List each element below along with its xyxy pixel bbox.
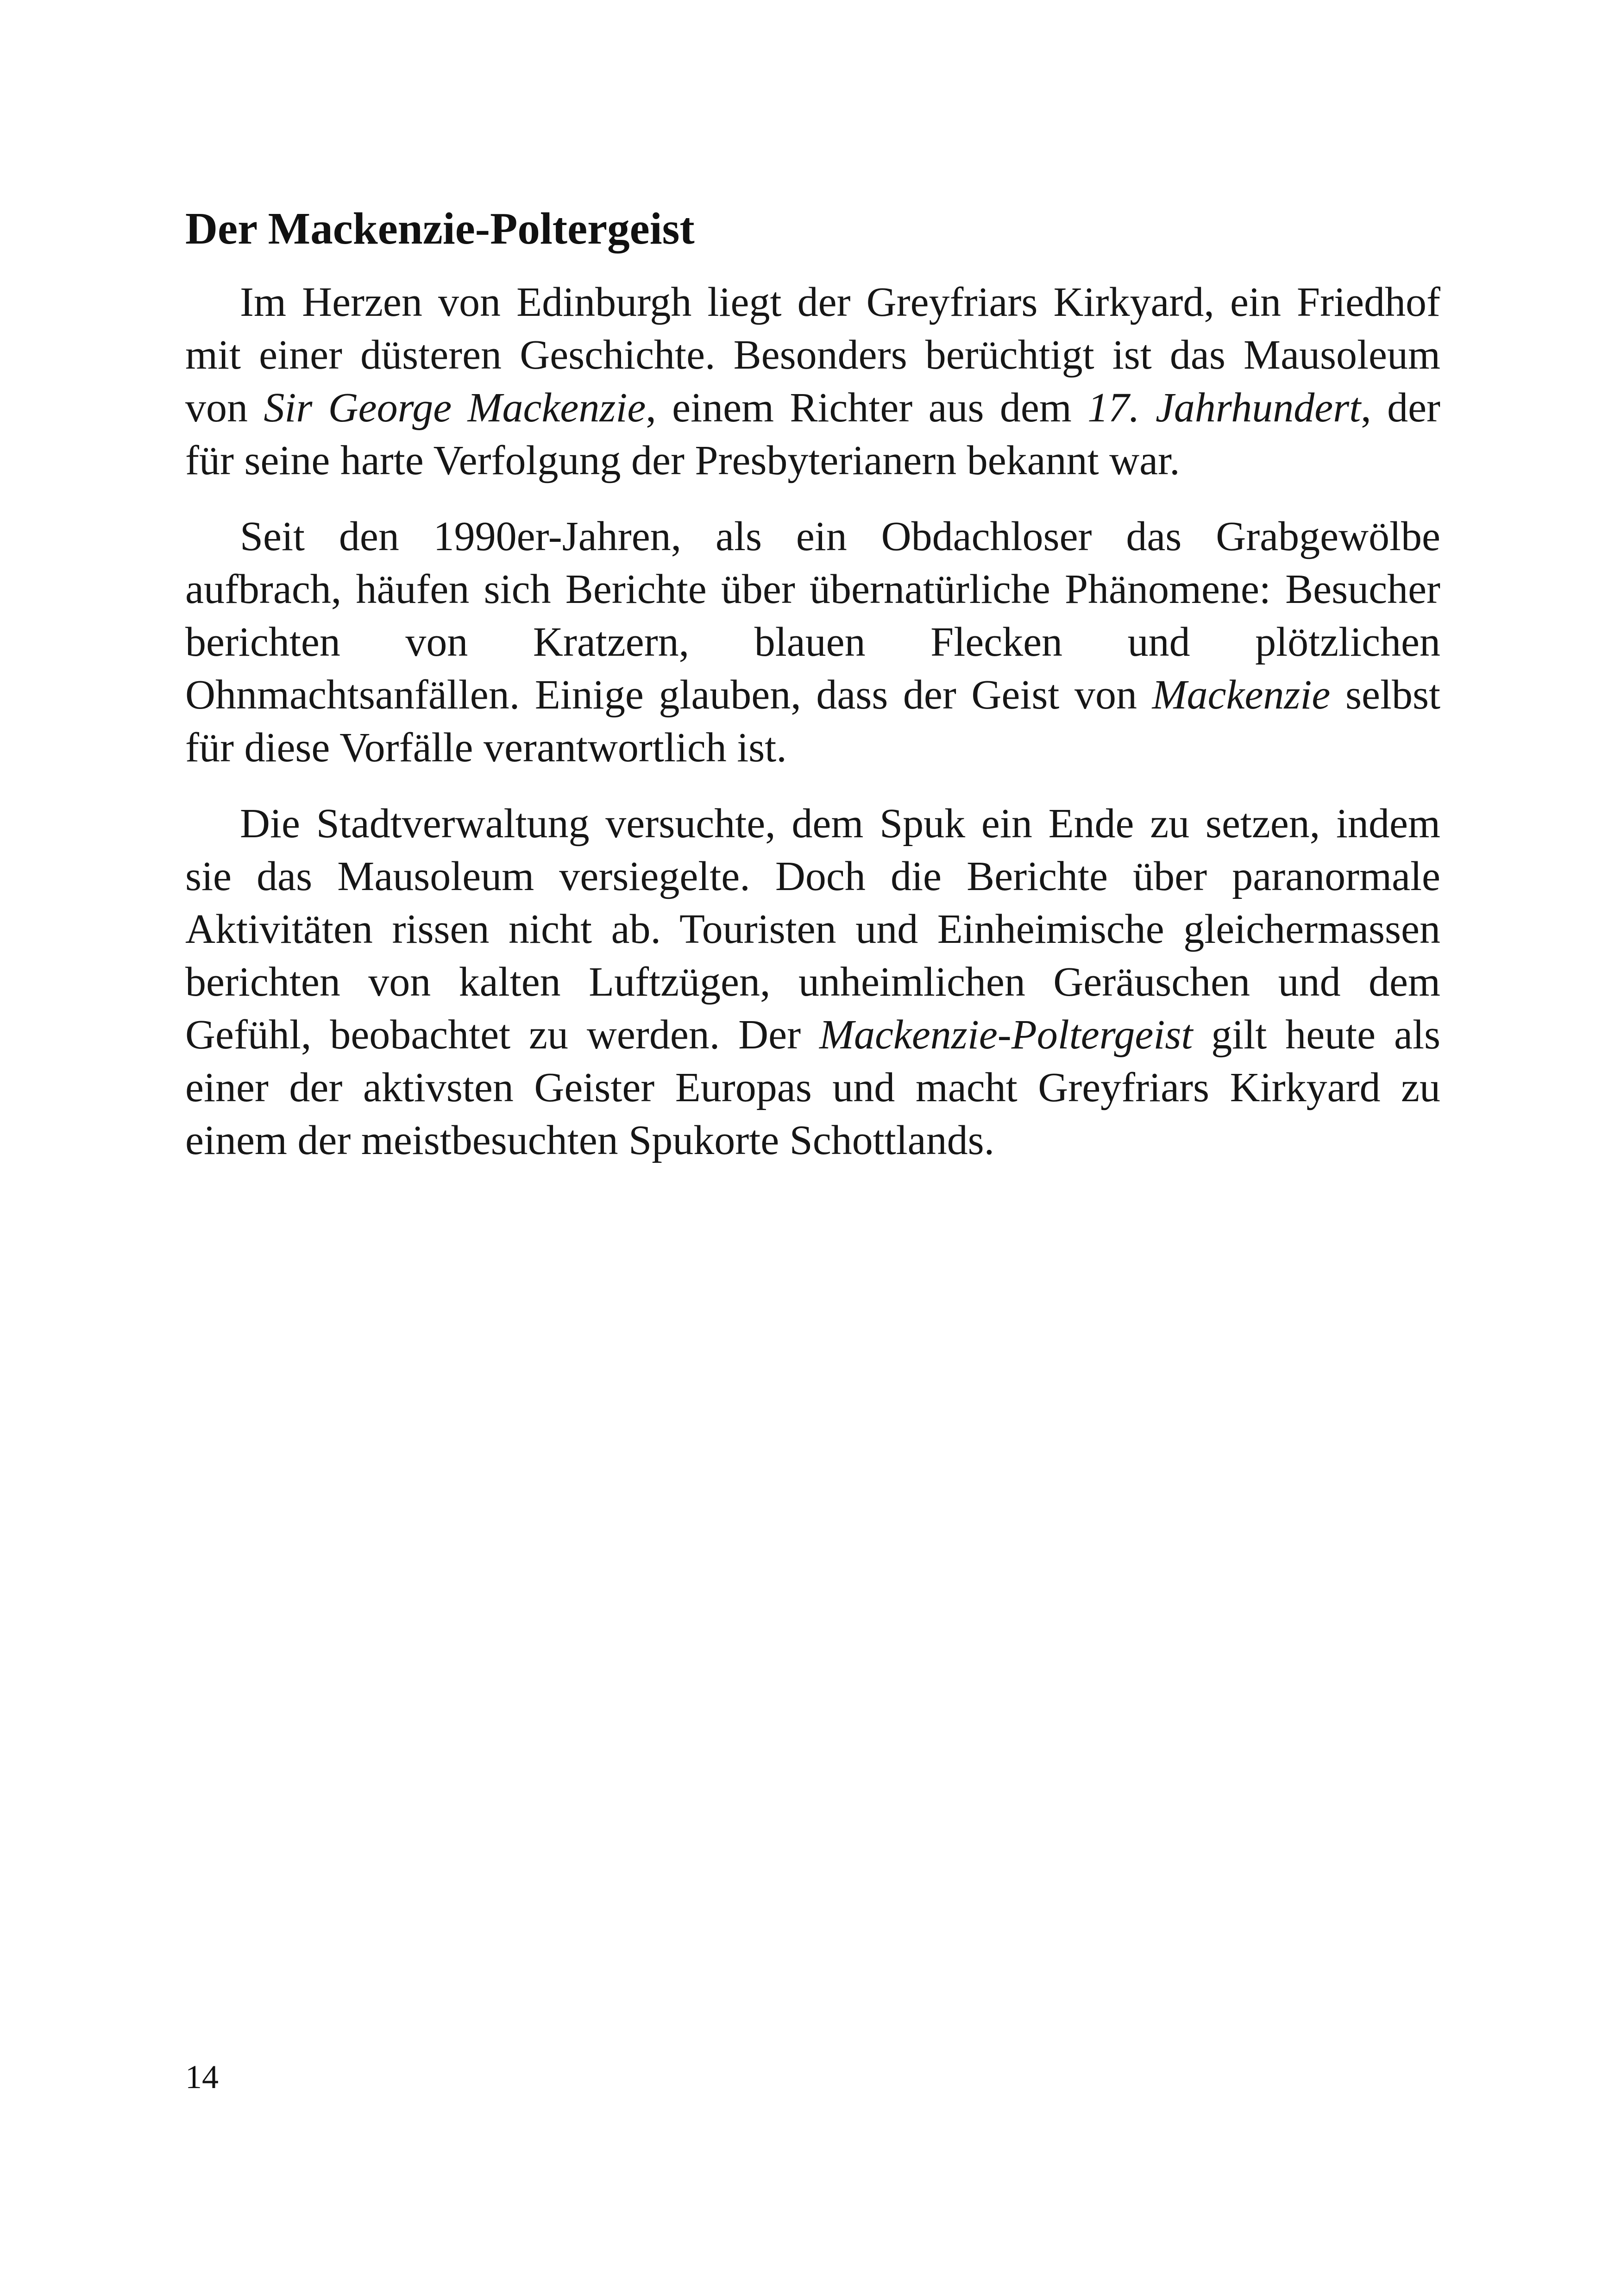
- paragraph-text: selbst für diese Vorfälle verantwortlich ist.: [185, 672, 1440, 771]
- italic-century: 17. Jahrhundert: [1087, 385, 1361, 431]
- italic-title: Mackenzie-Poltergeist: [819, 1012, 1193, 1058]
- page-number: 14: [185, 2058, 219, 2095]
- italic-name: Sir George Mackenzie: [264, 385, 646, 431]
- paragraph-1: [185, 276, 1440, 487]
- italic-name: Mackenzie: [1152, 672, 1331, 718]
- paragraph-text: gilt heute als einer der aktivsten Geister Europas und macht Greyfriars Kirkyard zu einem der meistbesuchten Spukorte Schottlands.: [185, 1012, 1440, 1163]
- paragraph-3: [185, 797, 1440, 1167]
- paragraph-2: [185, 510, 1440, 774]
- section-heading: Der Mackenzie-Poltergeist: [185, 204, 695, 253]
- paragraph-text: Seit den 1990er-Jahren, als ein Obdachloser das Grabgewölbe aufbrach, häufen sich Berichte über übernatürliche Phänomene: Besucher berichten von Kratzern, blauen Flecken und plötzlichen Ohnmachtsanfällen. Einige glauben, dass der Geist von: [185, 514, 1440, 718]
- paragraph-text: , der für seine harte Verfolgung der Presbyterianern bekannt war.: [185, 385, 1440, 483]
- page-content: [185, 199, 1440, 1190]
- paragraph-text: Im Herzen von Edinburgh liegt der Greyfriars Kirkyard, ein Friedhof mit einer düsteren Geschichte. Besonders berüchtigt ist das Mausoleum von: [185, 279, 1440, 431]
- paragraph-text: , einem Richter aus dem: [646, 385, 1088, 431]
- paragraph-text: Die Stadtverwaltung versuchte, dem Spuk ein Ende zu setzen, indem sie das Mausoleum versiegelte. Doch die Berichte über paranormale Aktivitäten rissen nicht ab. Touristen und Einheimische gleichermassen berichten von kalten Luftzügen, unheimlichen Geräuschen und dem Gefühl, beobachtet zu werden. Der: [185, 801, 1440, 1058]
